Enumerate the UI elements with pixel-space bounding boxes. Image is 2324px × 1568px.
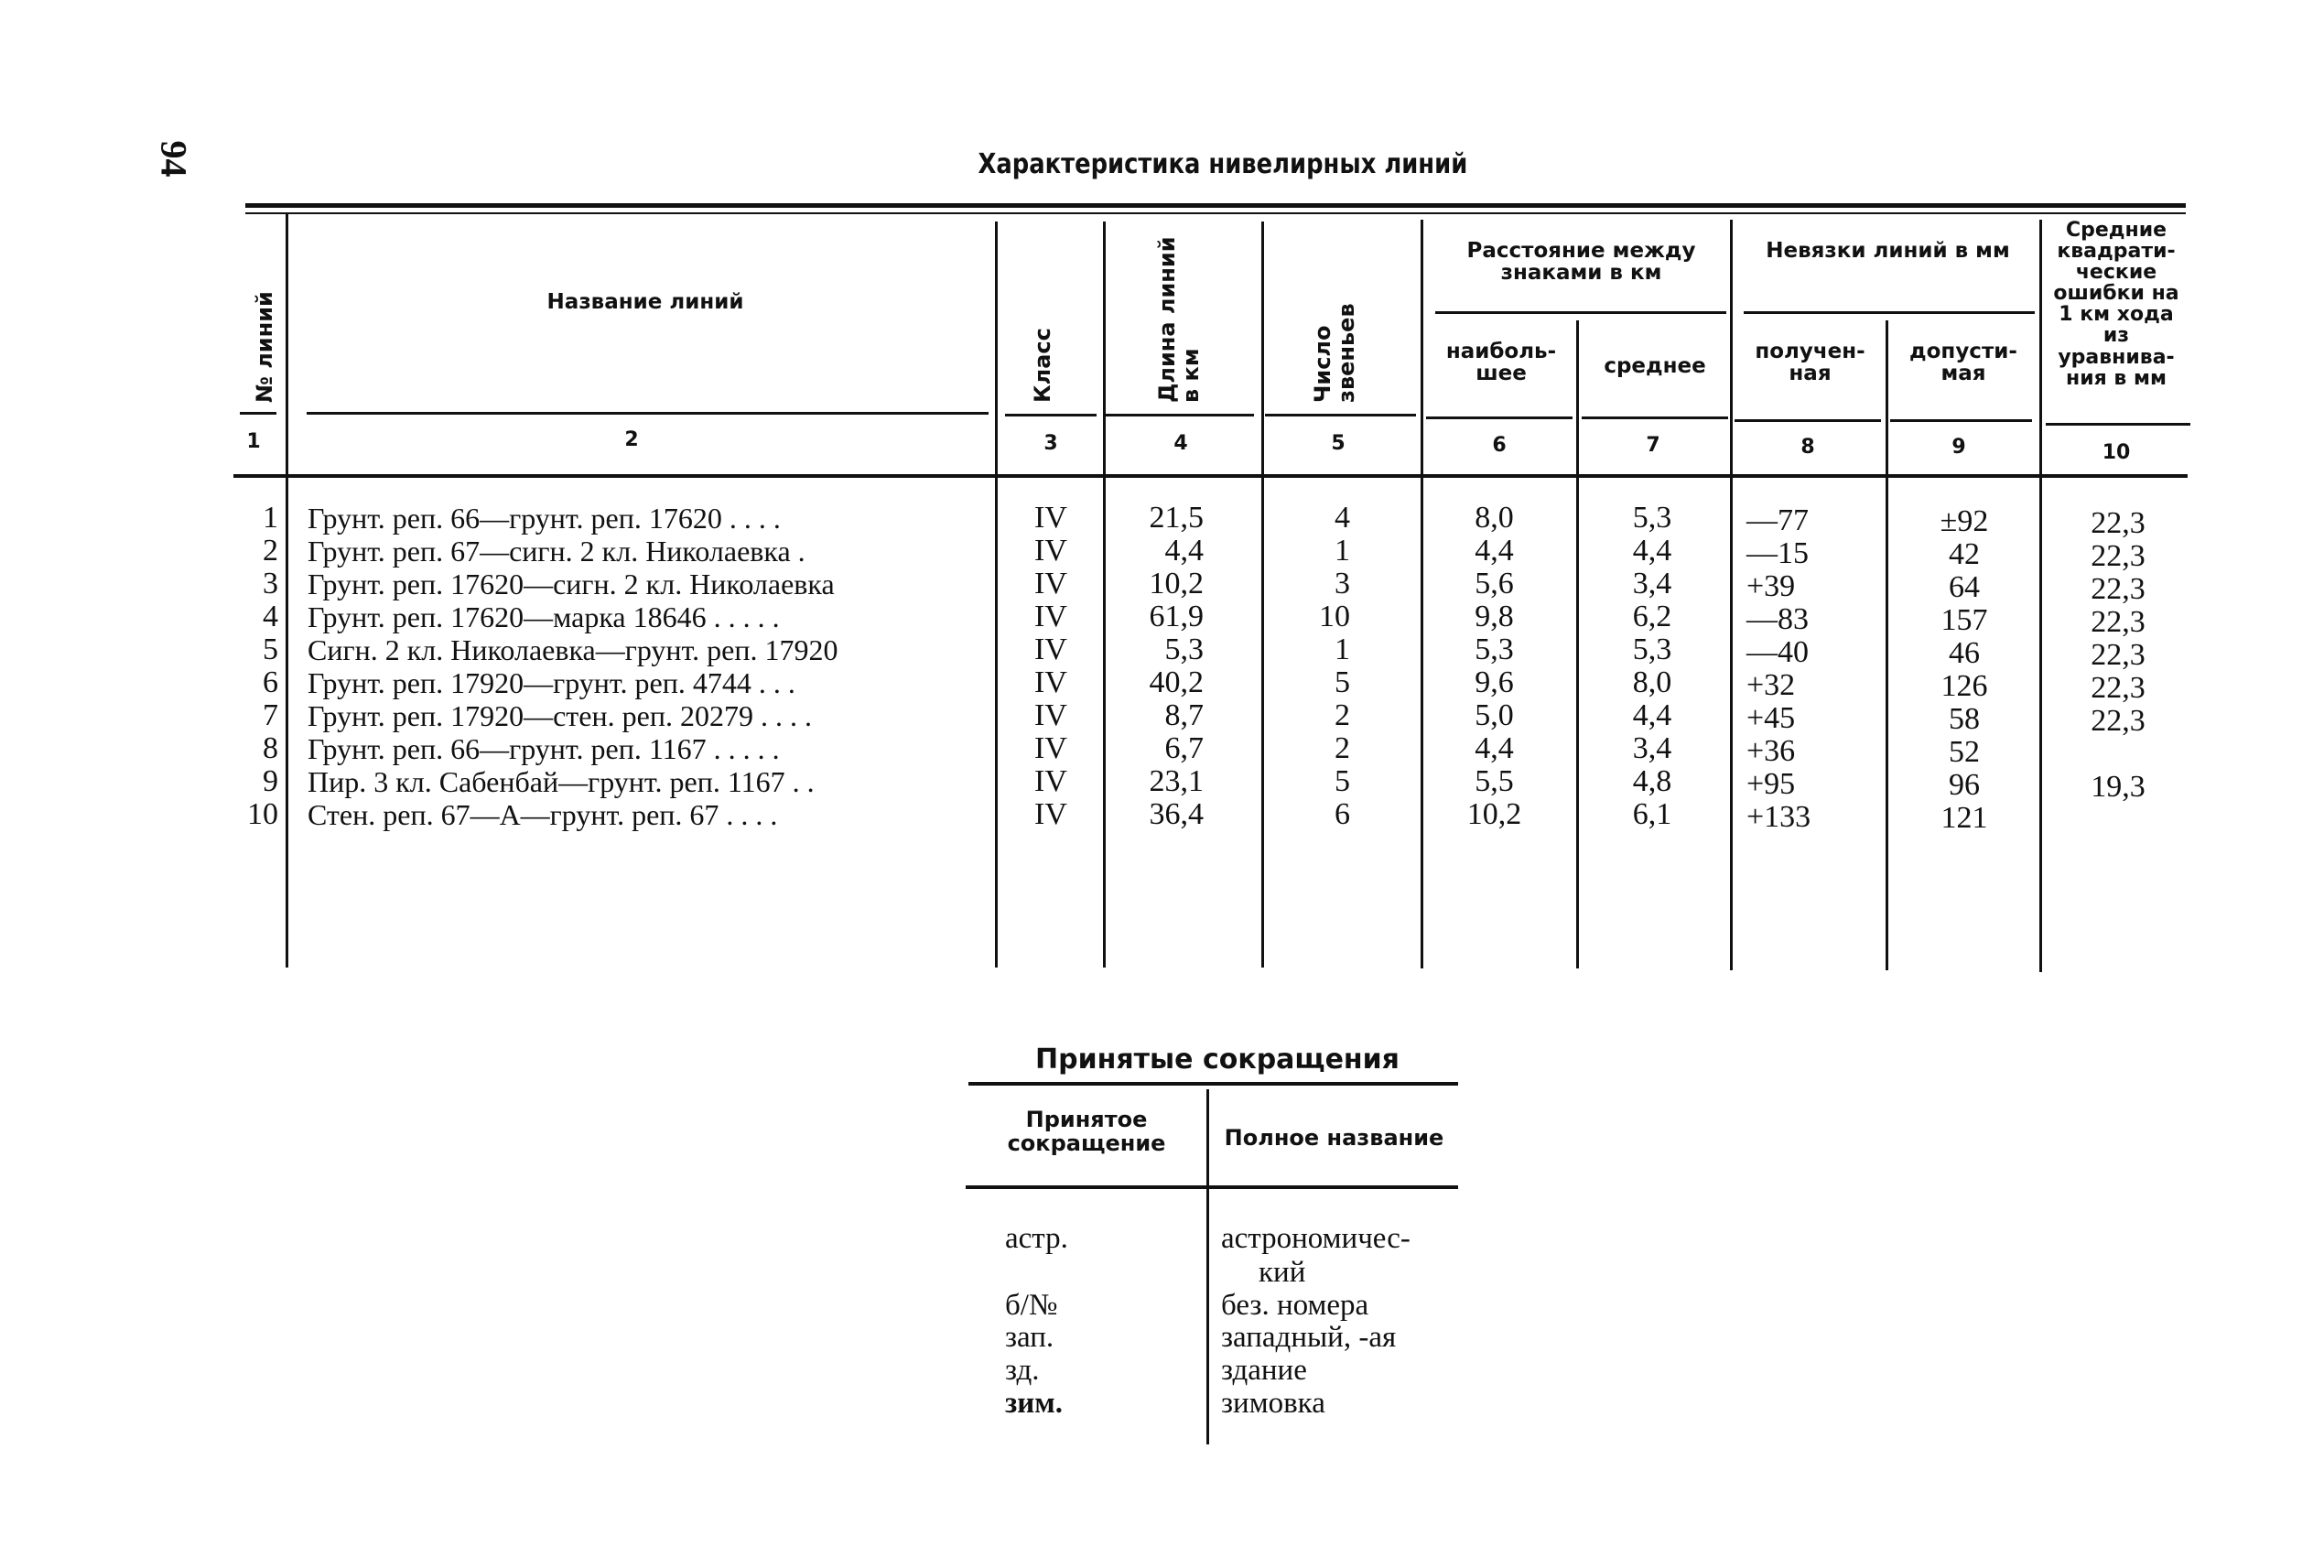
cell-name: Грунт. реп. 66—грунт. реп. 1167 . . . . . <box>308 732 780 765</box>
cell-no: 9 <box>263 764 278 798</box>
cell-distance-avg: 5,3 <box>1632 501 1672 535</box>
colnum-8: 8 <box>1800 436 1815 459</box>
cell-obtained: +95 <box>1746 767 1796 801</box>
header-class: Класс <box>1030 328 1055 403</box>
header-rule-seg <box>1426 416 1573 419</box>
cell-rms: 22,3 <box>2091 638 2146 672</box>
cell-class: IV <box>1034 633 1067 666</box>
cell-distance-avg: 3,4 <box>1632 567 1672 600</box>
colnum-10: 10 <box>2102 441 2131 464</box>
cell-allowed: 157 <box>1940 603 1988 637</box>
cell-distance-max: 9,8 <box>1475 600 1514 633</box>
cell-length: 8,7 <box>1164 698 1204 732</box>
cell-class: IV <box>1034 567 1067 600</box>
cell-allowed: 126 <box>1940 669 1988 703</box>
abbr-full: без. номера <box>1221 1289 1369 1322</box>
cell-links: 1 <box>1335 534 1350 568</box>
cell-obtained: —77 <box>1746 503 1809 537</box>
cell-length: 36,4 <box>1149 797 1204 831</box>
colnum-9: 9 <box>1951 436 1966 459</box>
cell-length: 21,5 <box>1149 501 1204 535</box>
cell-distance-max: 9,6 <box>1475 665 1514 699</box>
cell-name: Грунт. реп. 66—грунт. реп. 17620 . . . . <box>308 502 781 535</box>
cell-obtained: +32 <box>1746 668 1796 702</box>
cell-allowed: 64 <box>1949 570 1980 604</box>
vrule-3 <box>1103 222 1106 968</box>
abbr-short: астр. <box>1005 1222 1068 1255</box>
cell-rms: 22,3 <box>2091 539 2146 573</box>
cell-class: IV <box>1034 600 1067 633</box>
vrule-8 <box>1886 320 1888 970</box>
cell-rms: 19,3 <box>2091 770 2146 804</box>
cell-distance-avg: 6,1 <box>1632 797 1672 831</box>
cell-name: Грунт. реп. 17920—стен. реп. 20279 . . . . <box>308 699 812 732</box>
header-distance-avg: среднее <box>1604 354 1706 378</box>
cell-class: IV <box>1034 501 1067 535</box>
abbr-header-rule <box>966 1185 1458 1189</box>
vrule-2 <box>995 222 998 968</box>
header-misclosure-allowed: допусти-мая <box>1909 340 2017 386</box>
cell-obtained: +45 <box>1746 701 1796 735</box>
distance-subrule <box>1435 311 1726 314</box>
abbr-short: зап. <box>1005 1321 1054 1354</box>
cell-length: 23,1 <box>1149 764 1204 798</box>
colnum-3: 3 <box>1043 432 1058 455</box>
cell-length: 40,2 <box>1149 665 1204 699</box>
cell-links: 4 <box>1335 501 1350 535</box>
header-rms-error: Средние квадрати-ческие ошибки на 1 км хода из уравнива-ния в мм <box>2053 219 2179 390</box>
header-rule-seg <box>1890 419 2032 422</box>
cell-no: 7 <box>263 698 278 732</box>
title-text: Характеристика нивелирных линий <box>978 148 1468 180</box>
cell-rms: 22,3 <box>2091 704 2146 738</box>
abbr-short: б/№ <box>1005 1289 1058 1322</box>
colnum-1: 1 <box>246 430 261 453</box>
cell-distance-avg: 5,3 <box>1632 633 1672 666</box>
cell-obtained: +39 <box>1746 569 1796 603</box>
cell-length: 61,9 <box>1149 600 1204 633</box>
header-rule-seg <box>1582 416 1728 419</box>
cell-rms: 22,3 <box>2091 605 2146 639</box>
vrule-6 <box>1576 320 1579 968</box>
cell-name: Сигн. 2 кл. Николаевка—грунт. реп. 17920 <box>308 633 838 666</box>
cell-allowed: 52 <box>1949 735 1980 769</box>
top-rule-thin <box>245 212 2186 214</box>
cell-length: 6,7 <box>1164 731 1204 765</box>
cell-length: 4,4 <box>1164 534 1204 568</box>
cell-distance-avg: 4,4 <box>1632 534 1672 568</box>
header-rule-seg <box>2046 423 2190 426</box>
header-links: Число звеньев <box>1310 303 1360 403</box>
cell-distance-avg: 4,4 <box>1632 698 1672 732</box>
colnum-5: 5 <box>1331 432 1346 455</box>
cell-obtained: —83 <box>1746 602 1809 636</box>
page-number: 94 <box>153 140 195 178</box>
cell-distance-avg: 8,0 <box>1632 665 1672 699</box>
cell-links: 6 <box>1335 797 1350 831</box>
cell-length: 5,3 <box>1164 633 1204 666</box>
cell-distance-max: 5,3 <box>1475 633 1514 666</box>
cell-links: 1 <box>1335 633 1350 666</box>
cell-obtained: +36 <box>1746 734 1796 768</box>
page-title <box>204 148 2203 180</box>
cell-name: Пир. 3 кл. Сабенбай—грунт. реп. 1167 . . <box>308 765 815 798</box>
cell-name: Грунт. реп. 67—сигн. 2 кл. Николаевка . <box>308 535 805 568</box>
cell-allowed: 121 <box>1940 801 1988 835</box>
colnum-4: 4 <box>1173 432 1188 455</box>
header-rule-seg <box>1265 414 1416 416</box>
cell-links: 5 <box>1335 764 1350 798</box>
header-no: № линий <box>252 291 277 403</box>
cell-obtained: +133 <box>1746 800 1811 834</box>
cell-links: 3 <box>1335 567 1350 600</box>
abbr-full: кий <box>1259 1256 1306 1289</box>
cell-no: 2 <box>263 534 278 568</box>
abbr-full: здание <box>1221 1354 1307 1387</box>
abbr-header-abbr: Принятое сокращение <box>1007 1107 1166 1157</box>
cell-distance-max: 4,4 <box>1475 731 1514 765</box>
cell-rms: 22,3 <box>2091 572 2146 606</box>
top-rule <box>245 203 2186 208</box>
cell-rms: 22,3 <box>2091 671 2146 705</box>
cell-class: IV <box>1034 698 1067 732</box>
colnum-6: 6 <box>1492 434 1507 457</box>
vrule-1 <box>286 212 288 968</box>
header-rule-seg <box>1005 414 1097 416</box>
cell-class: IV <box>1034 534 1067 568</box>
abbr-short: зим. <box>1005 1387 1064 1420</box>
cell-links: 2 <box>1335 698 1350 732</box>
cell-class: IV <box>1034 764 1067 798</box>
cell-no: 6 <box>263 665 278 699</box>
misclosure-subrule <box>1744 311 2035 314</box>
header-rule-seg <box>307 412 989 415</box>
cell-allowed: 96 <box>1949 768 1980 802</box>
cell-distance-max: 5,6 <box>1475 567 1514 600</box>
header-rule-seg <box>240 412 276 415</box>
header-length: Длина линий в км <box>1154 236 1205 403</box>
cell-links: 2 <box>1335 731 1350 765</box>
cell-no: 10 <box>247 797 278 831</box>
cell-allowed: 42 <box>1949 537 1980 571</box>
cell-no: 8 <box>263 731 278 765</box>
cell-allowed: 46 <box>1949 636 1980 670</box>
cell-class: IV <box>1034 731 1067 765</box>
cell-rms: 22,3 <box>2091 506 2146 540</box>
header-rule-seg <box>1106 414 1254 416</box>
cell-distance-max: 8,0 <box>1475 501 1514 535</box>
cell-name: Стен. реп. 67—А—грунт. реп. 67 . . . . <box>308 798 778 831</box>
cell-no: 4 <box>263 600 278 633</box>
header-misclosure-obtained: получен-ная <box>1755 340 1865 386</box>
cell-distance-avg: 3,4 <box>1632 731 1672 765</box>
cell-no: 1 <box>263 501 278 535</box>
vrule-5 <box>1421 220 1423 968</box>
cell-name: Грунт. реп. 17920—грунт. реп. 4744 . . . <box>308 666 795 699</box>
cell-distance-avg: 6,2 <box>1632 600 1672 633</box>
vrule-9 <box>2039 220 2042 972</box>
cell-class: IV <box>1034 665 1067 699</box>
colnum-7: 7 <box>1646 434 1660 457</box>
cell-distance-max: 10,2 <box>1466 797 1522 831</box>
cell-name: Грунт. реп. 17620—сигн. 2 кл. Николаевка <box>308 568 835 600</box>
header-distance-group: Расстояние между знаками в км <box>1466 239 1696 286</box>
cell-allowed: ±92 <box>1940 504 1989 538</box>
vrule-4 <box>1261 222 1264 968</box>
cell-no: 3 <box>263 567 278 600</box>
abbr-vrule <box>1206 1089 1209 1444</box>
cell-class: IV <box>1034 797 1067 831</box>
cell-length: 10,2 <box>1149 567 1204 600</box>
header-rule-seg <box>1735 419 1881 422</box>
cell-distance-max: 5,0 <box>1475 698 1514 732</box>
cell-distance-avg: 4,8 <box>1632 764 1672 798</box>
abbr-header-full: Полное название <box>1224 1125 1444 1151</box>
abbr-full: астрономичес- <box>1221 1222 1411 1255</box>
cell-distance-max: 5,5 <box>1475 764 1514 798</box>
header-name: Название линий <box>546 290 744 314</box>
cell-links: 5 <box>1335 665 1350 699</box>
vrule-7 <box>1730 220 1733 970</box>
cell-no: 5 <box>263 633 278 666</box>
cell-allowed: 58 <box>1949 702 1980 736</box>
cell-distance-max: 4,4 <box>1475 534 1514 568</box>
cell-links: 10 <box>1319 600 1350 633</box>
header-misclosure-group: Невязки линий в мм <box>1766 239 2010 263</box>
abbreviations-title: Принятые сокращения <box>1035 1044 1400 1076</box>
column-number-rule <box>233 474 2188 478</box>
cell-name: Грунт. реп. 17620—марка 18646 . . . . . <box>308 600 780 633</box>
abbr-short: зд. <box>1005 1354 1040 1387</box>
abbr-full: зимовка <box>1221 1387 1325 1420</box>
header-distance-max: наиболь-шее <box>1445 340 1557 386</box>
abbr-top-rule <box>968 1082 1458 1086</box>
abbr-full: западный, -ая <box>1221 1321 1397 1354</box>
colnum-2: 2 <box>624 428 639 451</box>
cell-obtained: —15 <box>1746 536 1809 570</box>
cell-obtained: —40 <box>1746 635 1809 669</box>
